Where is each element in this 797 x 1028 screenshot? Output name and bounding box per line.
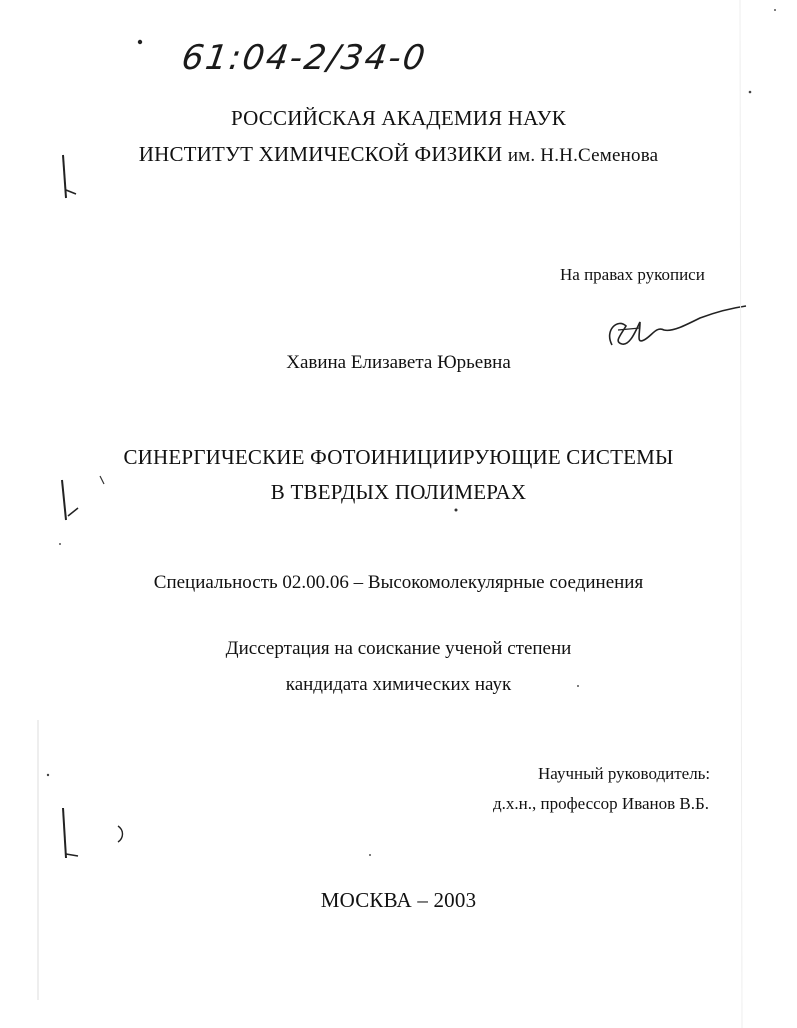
dissertation-line-2: кандидата химических наук: [285, 674, 512, 695]
city-year: МОСКВА – 2003: [320, 888, 477, 912]
dissertation-line-1: Диссертация на соискание ученой степени: [225, 638, 572, 659]
supervisor-label: Научный руководитель:: [538, 764, 711, 783]
specialty: Специальность 02.00.06 – Высокомолекулярные соединения: [153, 572, 644, 593]
institute-namesake: им. Н.Н.Семенова: [507, 145, 659, 166]
supervisor-name: д.х.н., профессор Иванов В.Б.: [493, 794, 710, 813]
title-line-1: СИНЕРГИЧЕСКИЕ ФОТОИНИЦИИРУЮЩИЕ СИСТЕМЫ: [123, 445, 674, 469]
academy-heading: РОССИЙСКАЯ АКАДЕМИЯ НАУК: [231, 106, 566, 130]
title-line-2: В ТВЕРДЫХ ПОЛИМЕРАХ: [270, 480, 527, 504]
author-name: Хавина Елизавета Юрьевна: [286, 352, 511, 373]
archive-number-handwritten: 61:04-2/34-0: [179, 38, 430, 78]
manuscript-note: На правах рукописи: [560, 265, 705, 284]
institute-name: ИНСТИТУТ ХИМИЧЕСКОЙ ФИЗИКИ: [138, 142, 503, 166]
